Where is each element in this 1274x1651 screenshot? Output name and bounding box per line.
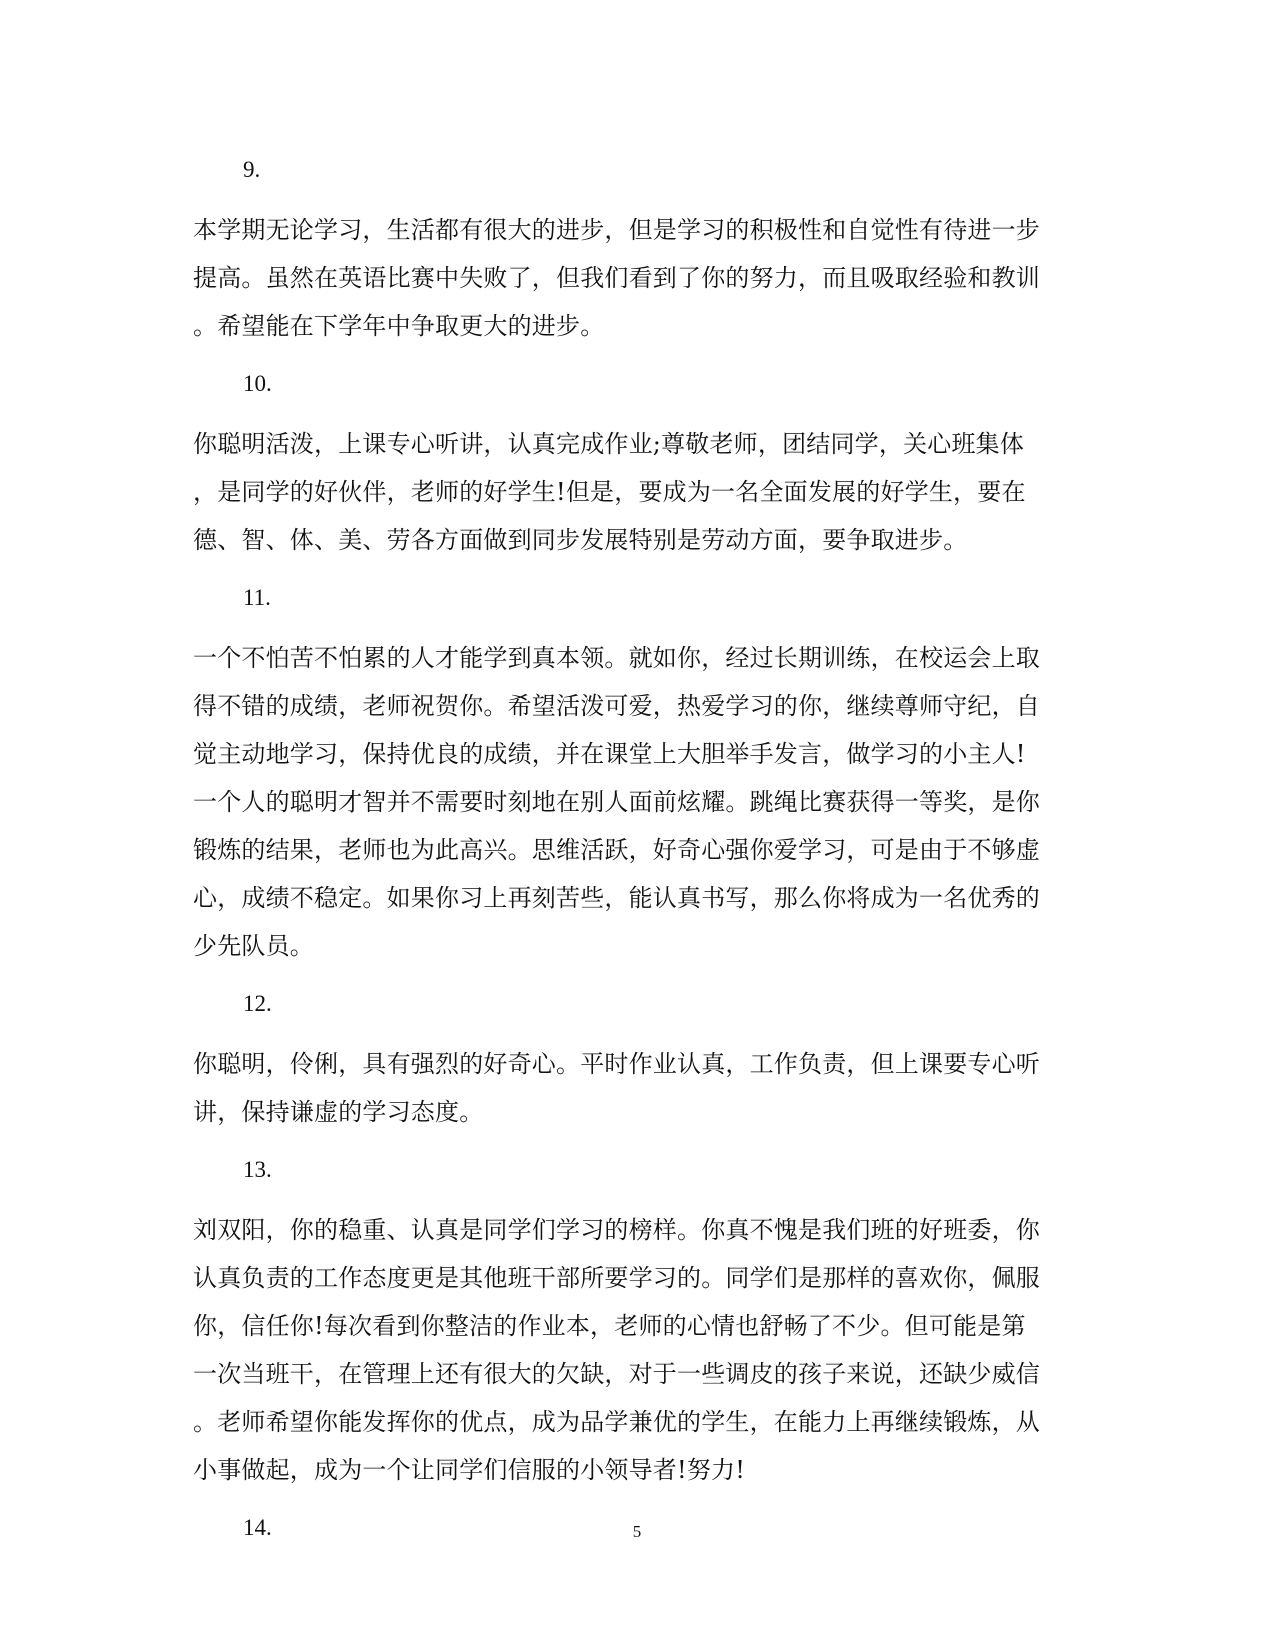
page-number: 5 (632, 1522, 642, 1541)
text-line: 一个人的聪明才智并不需要时刻地在别人面前炫耀。跳绳比赛获得一等奖，是你 (193, 788, 1040, 816)
text-line: 本学期无论学习，生活都有很大的进步，但是学习的积极性和自觉性有待进一步 (193, 216, 1040, 244)
text-line: 。希望能在下学年中争取更大的进步。 (193, 312, 605, 340)
item-number-12: 12. (243, 991, 272, 1016)
text-line: 觉主动地学习，保持优良的成绩，并在课堂上大胆举手发言，做学习的小主人! (193, 740, 1026, 768)
paragraph-13 (193, 1206, 1073, 1494)
text-line: 认真负责的工作态度更是其他班干部所要学习的。同学们是那样的喜欢你，佩服 (193, 1264, 1040, 1292)
text-line: 你，信任你!每次看到你整洁的作业本，老师的心情也舒畅了不少。但可能是第 (193, 1312, 1026, 1340)
text-line: 你聪明活泼，上课专心听讲，认真完成作业;尊敬老师，团结同学，关心班集体 (193, 430, 1025, 458)
text-line: 你聪明，伶俐，具有强烈的好奇心。平时作业认真，工作负责，但上课要专心听 (193, 1050, 1040, 1078)
item-number-11: 11. (243, 585, 271, 610)
text-line: 锻炼的结果，老师也为此高兴。思维活跃，好奇心强你爱学习，可是由于不够虚 (193, 836, 1040, 864)
text-line: 。老师希望你能发挥你的优点，成为品学兼优的学生，在能力上再继续锻炼，从 (193, 1408, 1040, 1436)
item-number-9: 9. (243, 157, 261, 182)
text-line: 一次当班干，在管理上还有很大的欠缺，对于一些调皮的孩子来说，还缺少威信 (193, 1360, 1040, 1388)
text-line: 小事做起，成为一个让同学们信服的小领导者!努力! (193, 1456, 746, 1484)
paragraph-10 (193, 420, 1073, 564)
item-number-14: 14. (243, 1515, 272, 1540)
text-line: 一个不怕苦不怕累的人才能学到真本领。就如你，经过长期训练，在校运会上取 (193, 644, 1040, 672)
text-line: 刘双阳，你的稳重、认真是同学们学习的榜样。你真不愧是我们班的好班委，你 (193, 1216, 1040, 1244)
text-line: 少先队员。 (193, 932, 314, 960)
paragraph-12 (193, 1040, 1073, 1136)
text-line: 德、智、体、美、劳各方面做到同步发展特别是劳动方面，要争取进步。 (193, 526, 968, 554)
document-body (193, 158, 1073, 1564)
text-line: 提高。虽然在英语比赛中失败了，但我们看到了你的努力，而且吸取经验和教训 (193, 264, 1040, 292)
text-line: 心，成绩不稳定。如果你习上再刻苦些，能认真书写，那么你将成为一名优秀的 (193, 884, 1040, 912)
text-line: 得不错的成绩，老师祝贺你。希望活泼可爱，热爱学习的你，继续尊师守纪，自 (193, 692, 1040, 720)
paragraph-9 (193, 206, 1073, 350)
paragraph-11 (193, 634, 1073, 970)
item-number-13: 13. (243, 1157, 272, 1182)
item-number-10: 10. (243, 371, 272, 396)
text-line: 讲，保持谦虚的学习态度。 (193, 1098, 484, 1126)
text-line: ，是同学的好伙伴，老师的好学生!但是，要成为一名全面发展的好学生，要在 (193, 478, 1026, 506)
